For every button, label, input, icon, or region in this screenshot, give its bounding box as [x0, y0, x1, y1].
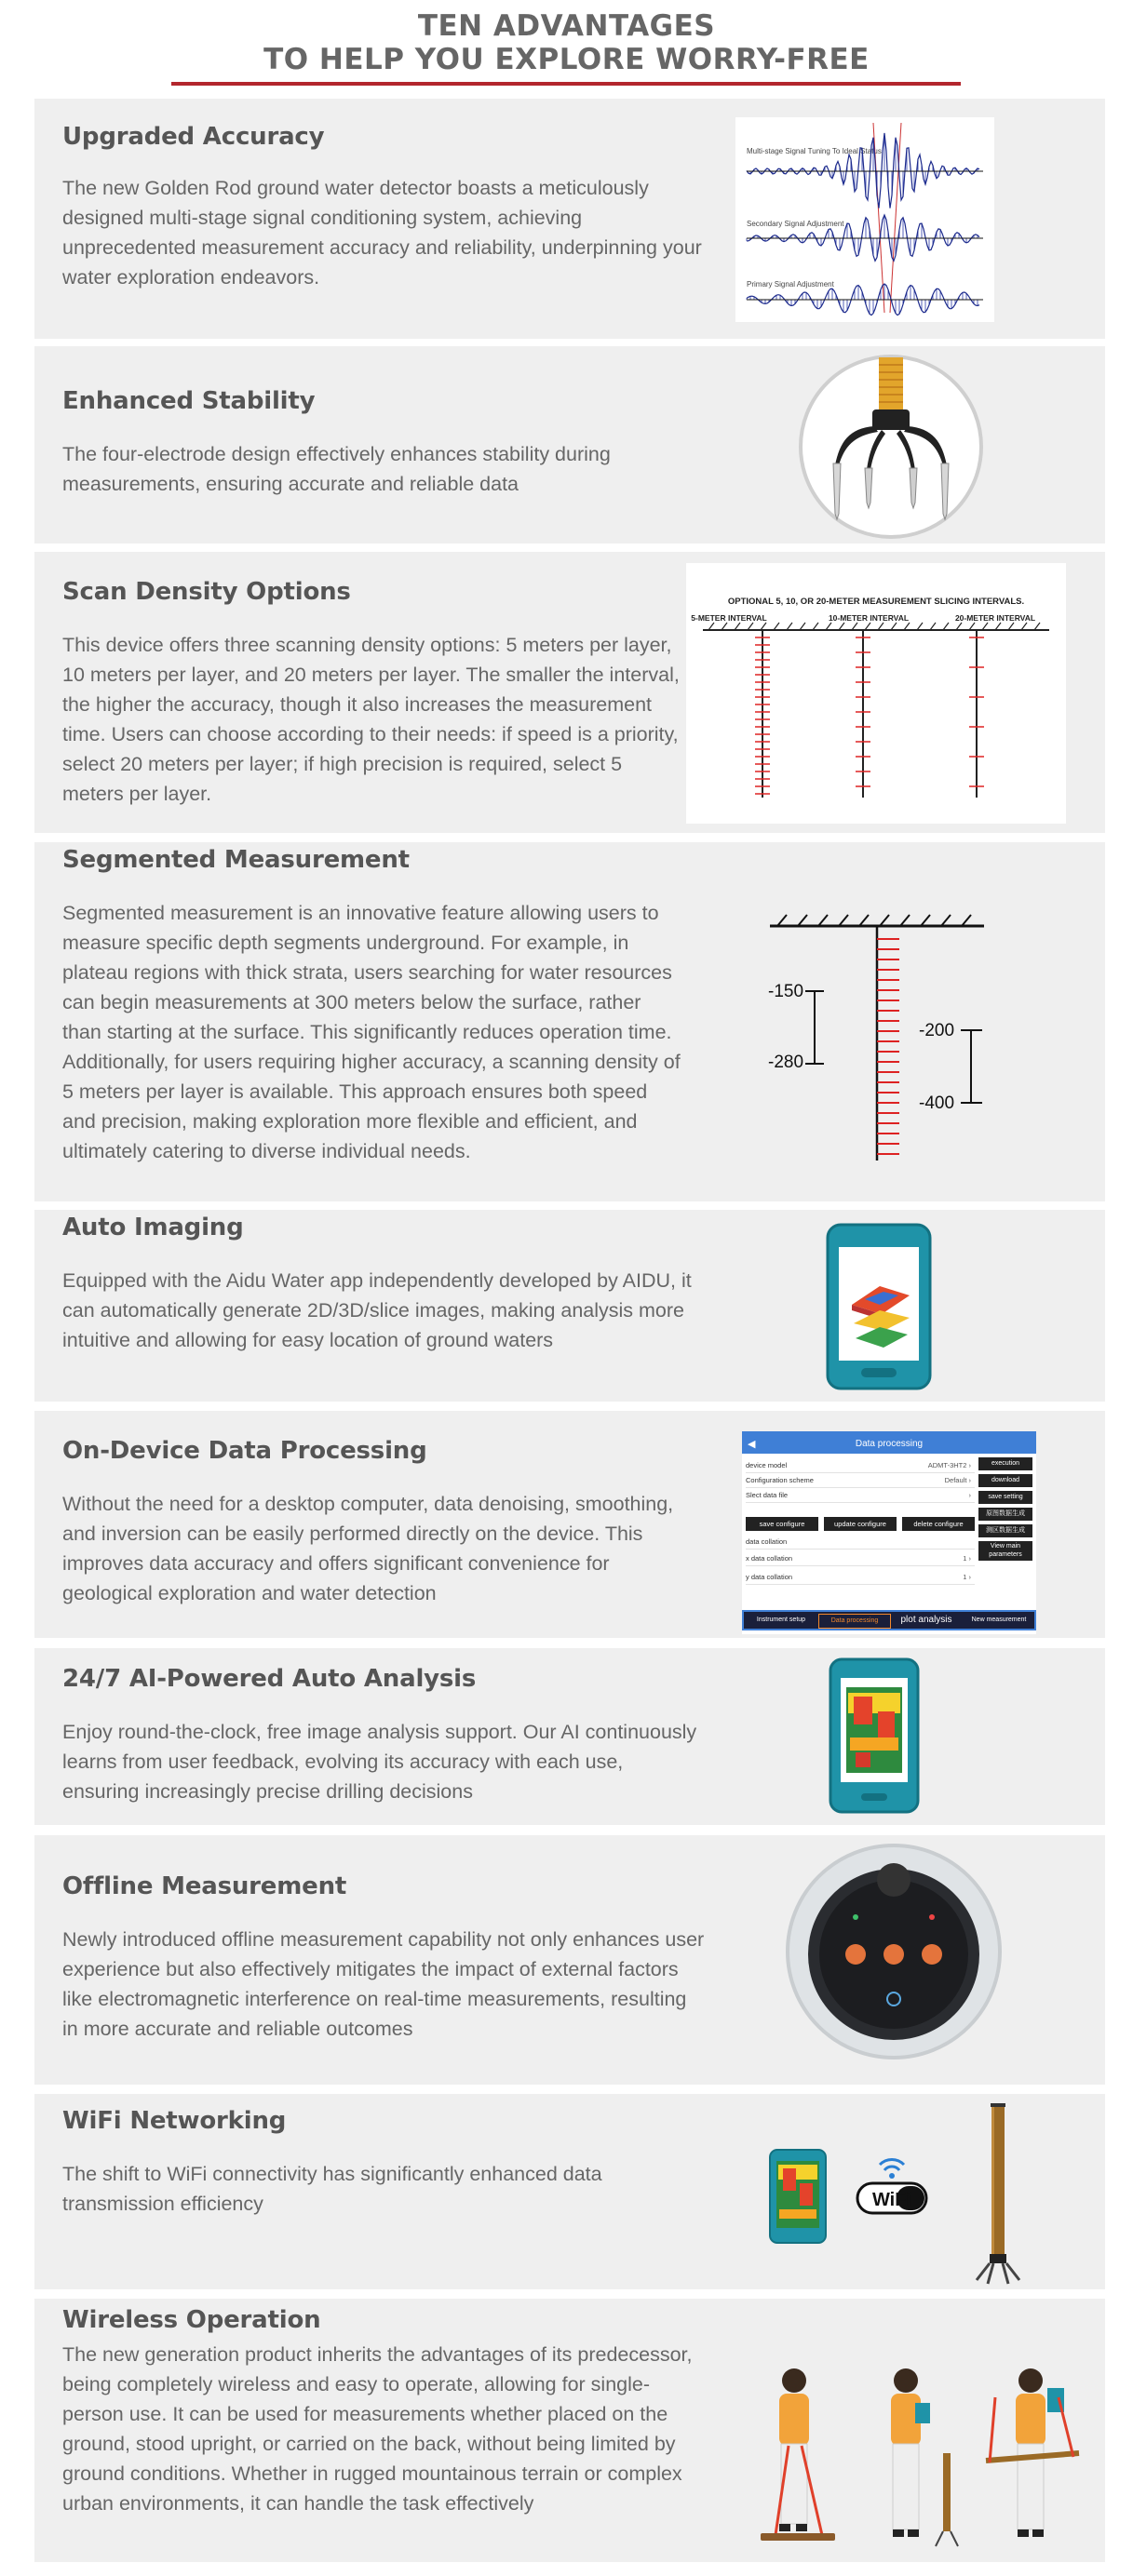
signal-tuning-figure — [735, 117, 994, 322]
page-header — [0, 0, 1133, 93]
tab-instrument-setup[interactable]: Instrument setup — [756, 1617, 806, 1623]
signal-label-2: Secondary Signal Adjustment — [747, 220, 844, 228]
bottom-tab-bar — [742, 1610, 1036, 1630]
settings-row-label: device model — [746, 1461, 788, 1469]
settings-row[interactable] — [746, 1489, 975, 1503]
settings-row-value: ADMT-3HT2 › — [927, 1461, 971, 1469]
page-title-line1: TEN ADVANTAGES — [417, 9, 716, 43]
segment-left-top-label: -150 — [768, 982, 804, 1001]
section-title: Segmented Measurement — [62, 846, 410, 874]
person-ground-placement — [761, 2368, 835, 2541]
section-offline-measurement — [34, 1835, 1105, 2085]
signal-label-1: Multi-stage Signal Tuning To Ideal Status — [747, 147, 882, 155]
section-title: Offline Measurement — [62, 1872, 347, 1900]
side-button-column — [978, 1457, 1032, 1564]
interval-20m-label: 20-METER INTERVAL — [954, 613, 1036, 623]
section-title: 24/7 AI-Powered Auto Analysis — [62, 1665, 477, 1693]
section-data-processing — [34, 1411, 1105, 1638]
section-title: Upgraded Accuracy — [62, 123, 325, 151]
tablet-heatmap — [828, 1656, 921, 1816]
section-body: Without the need for a desktop computer, data denoising, smoothing, and inversion can be easily performed directly on the device. This improves data accuracy and offers significant convenience for geological exploration and water detection — [62, 1493, 674, 1604]
settings-row-label: y data collation — [746, 1573, 793, 1581]
section-body: The new Golden Rod ground water detector boasts a meticulously designed multi-stage signal conditioning system, achieving unprecedented measurement accuracy and reliability, underpinning your water exploration endeavors. — [62, 177, 702, 288]
settings-row-value: 1 › — [963, 1554, 971, 1563]
section-body: The four-electrode design effectively enhances stability during measurements, ensuring accurate and reliable data — [62, 443, 611, 495]
settings-row-label: Configuration scheme — [746, 1476, 814, 1484]
settings-row[interactable] — [746, 1459, 975, 1473]
title-underline — [171, 82, 961, 86]
settings-row-label: data collation — [746, 1537, 788, 1546]
section-title: Auto Imaging — [62, 1214, 244, 1241]
execution-button[interactable]: execution — [978, 1457, 1032, 1470]
update-configure-button[interactable]: update configure — [824, 1517, 897, 1531]
section-body: The new generation product inherits the advantages of its predecessor, being completely wireless and easy to operate, allowing for single-person use. It can be used for measurements whether placed on the ground, stood upright, or carried on the back, without being limited by ground conditions. Whether in rugged mountainous terrain or complex urban environments, it can handle the task effectively — [62, 2343, 693, 2515]
wireless-operation-photos — [751, 2360, 1103, 2557]
section-title: WiFi Networking — [62, 2107, 287, 2135]
settings-row-label: x data collation — [746, 1554, 793, 1563]
section-wireless-operation — [34, 2299, 1105, 2562]
section-title: Enhanced Stability — [62, 387, 316, 415]
settings-row[interactable] — [746, 1536, 975, 1550]
signal-tuning-svg — [735, 117, 994, 322]
slicing-interval-figure — [686, 563, 1066, 824]
section-enhanced-stability — [34, 346, 1105, 543]
settings-row-value: 1 › — [963, 1573, 971, 1581]
segment-left-bottom-label: -280 — [768, 1053, 804, 1072]
wifi-logo-text: WiFi — [871, 2190, 912, 2210]
section-body: Enjoy round-the-clock, free image analysis support. Our AI continuously learns from user feedback, evolving its accuracy with each use, ensuring increasingly precise drilling decisions — [62, 1721, 697, 1803]
segment-right-bottom-label: -400 — [919, 1093, 955, 1113]
view-main-parameters-button[interactable]: View main parameters — [978, 1541, 1032, 1561]
app-title: Data processing — [855, 1439, 924, 1449]
wifi-networking-figure — [761, 2094, 1077, 2289]
app-title-bar — [742, 1431, 1036, 1454]
download-button[interactable]: download — [978, 1474, 1032, 1487]
tab-data-processing[interactable]: Data processing — [818, 1614, 891, 1629]
settings-row-value: › — [968, 1491, 971, 1499]
settings-row-value: Default › — [944, 1476, 971, 1484]
section-upgraded-accuracy — [34, 99, 1105, 339]
settings-row-label: Slect data file — [746, 1491, 789, 1499]
person-upright-placement — [891, 2368, 958, 2546]
device-control-panel-photo — [785, 1843, 1003, 2060]
slicing-heading: OPTIONAL 5, 10, OR 20-METER MEASUREMENT SLICING INTERVALS. — [727, 597, 1025, 607]
person-backpack-carry — [986, 2368, 1079, 2537]
section-title: Scan Density Options — [62, 578, 351, 606]
settings-row[interactable] — [746, 1552, 975, 1566]
save-configure-button[interactable]: save configure — [746, 1517, 818, 1531]
section-ai-analysis — [34, 1648, 1105, 1825]
section-auto-imaging — [34, 1210, 1105, 1402]
signal-label-3: Primary Signal Adjustment — [747, 280, 834, 288]
tab-new-measurement[interactable]: New measurement — [971, 1617, 1027, 1623]
data-processing-app-screen — [742, 1431, 1036, 1634]
segmented-depth-figure — [723, 907, 1031, 1177]
save-setting-button[interactable]: save setting — [978, 1491, 1032, 1504]
section-scan-density — [34, 552, 1105, 833]
section-body: Newly introduced offline measurement capability not only enhances user experience but also effectively mitigates the impact of external factors like electromagnetic interference on real-time measurements, resulting in more accurate and reliable outcomes — [62, 1928, 705, 2040]
section-body: Equipped with the Aidu Water app independently developed by AIDU, it can automatically generate 2D/3D/slice images, making analysis more intuitive and allowing for easy location of ground waters — [62, 1269, 692, 1351]
section-body: The shift to WiFi connectivity has significantly enhanced data transmission efficiency — [62, 2163, 602, 2215]
settings-row[interactable] — [746, 1474, 975, 1488]
survey-data-generate-button[interactable]: 测区数据生成 — [978, 1524, 1032, 1537]
section-wifi-networking — [34, 2094, 1105, 2289]
section-title: On-Device Data Processing — [62, 1437, 427, 1465]
segment-right-top-label: -200 — [919, 1021, 955, 1040]
settings-row[interactable] — [746, 1571, 975, 1585]
page-title-line2: TO HELP YOU EXPLORE WORRY-FREE — [263, 43, 870, 76]
tablet-3d-imaging — [824, 1219, 934, 1392]
delete-configure-button[interactable]: delete configure — [902, 1517, 975, 1531]
interval-10m-label: 10-METER INTERVAL — [828, 613, 910, 623]
section-segmented-measurement — [34, 842, 1105, 1201]
four-electrode-photo — [798, 354, 984, 540]
section-title: Wireless Operation — [62, 2306, 321, 2334]
config-button-row — [746, 1517, 975, 1531]
interval-5m-label: 5-METER INTERVAL — [691, 613, 767, 623]
section-body: This device offers three scanning density options: 5 meters per layer, 10 meters per layer, and 20 meters per layer. The smaller the interval, the higher the accuracy, though it also increases the measurement time. Users can choose according to their needs: if speed is a priority, select 20 meters per layer; if high precision is required, select 5 meters per layer. — [62, 634, 680, 805]
raw-data-generate-button[interactable]: 原图数据生成 — [978, 1508, 1032, 1521]
tab-plot-analysis[interactable]: plot analysis — [900, 1615, 952, 1625]
section-body: Segmented measurement is an innovative feature allowing users to measure specific depth segments underground. For example, in plateau regions with thick strata, users searching for water resources can begin measurements at 300 meters below the surface, rather than starting at the surface. This significantly reduces operation time. Additionally, for users requiring higher accuracy, a scanning density of 5 meters per layer is available. This approach ensures both speed and precision, making exploration more flexible and efficient, and ultimately catering to diverse individual needs. — [62, 902, 681, 1162]
back-arrow-icon[interactable]: ◀ — [748, 1439, 756, 1450]
